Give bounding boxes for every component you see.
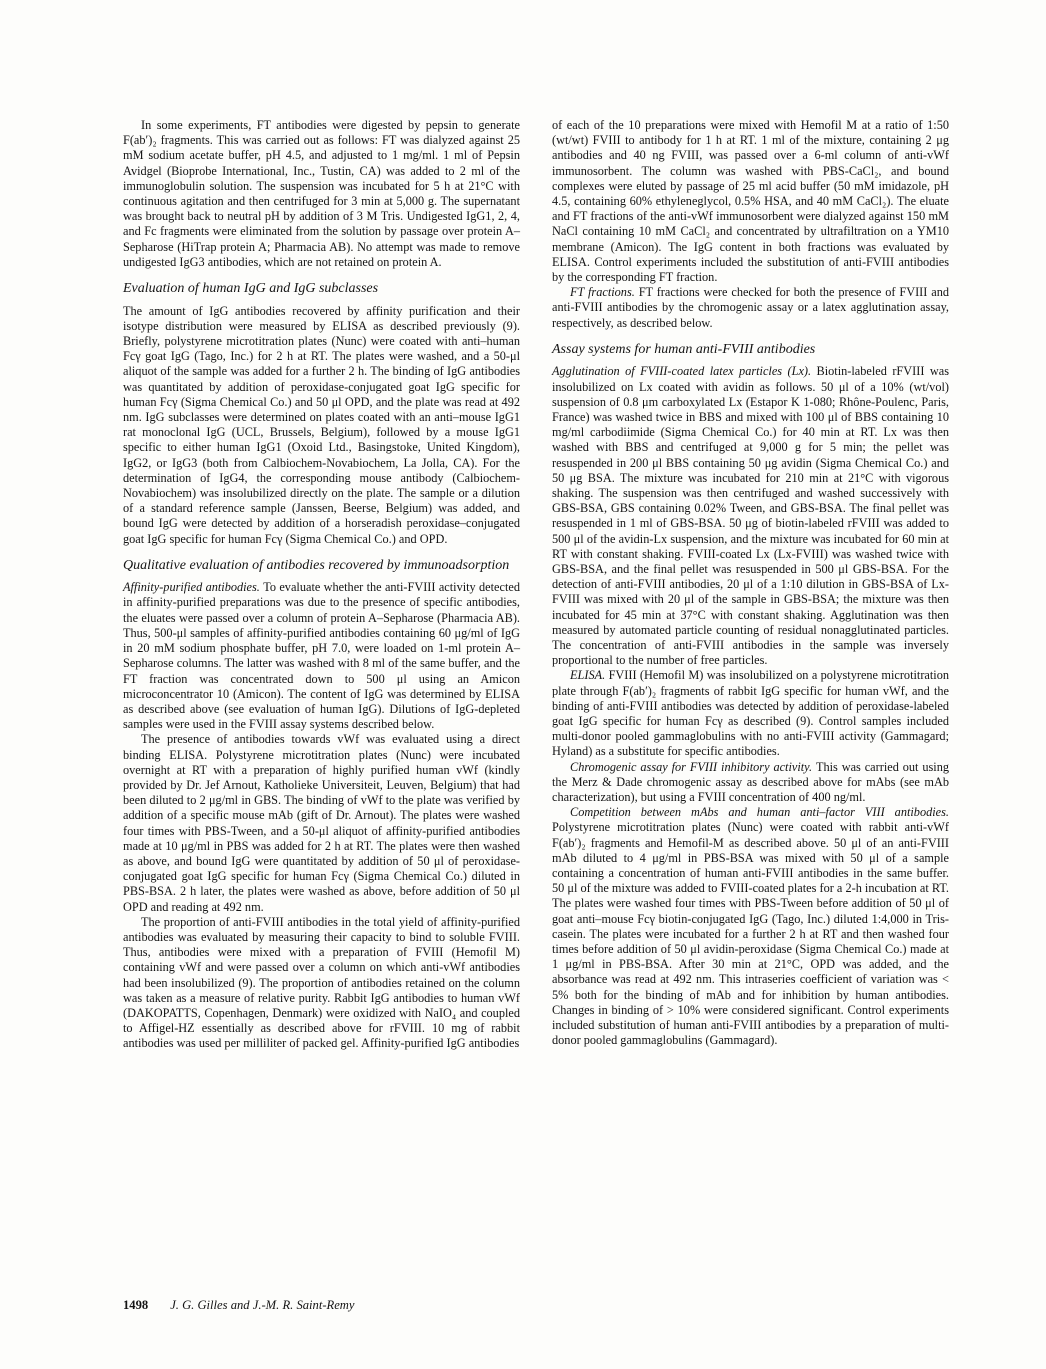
runin-heading: FT fractions. [570,285,639,300]
paragraph: The proportion of anti-FVIII antibodies in the total yield of affinity-purified antibodies was evaluated by measuring their capacity to bind to soluble FVIII. Thus, antibodies were mixed with a preparation of FVIII (Hemofil M) containing vWf and were passed over a column on which anti-vWf antibodies had been insolubilized (9). The proportion of antibodies retained on the column was taken as a measure of relative purity. Rabbit IgG antibodies to human vWf (DAKOPATTS, Copenhagen, Denmark) were oxidized with NaIO₄ and coupled to Affigel-HZ essentially as described above for rFVIII. 10 mg of rabbit antibodies was used per milliliter of packed gel. Affinity-purified IgG antibodies [123,914,520,1051]
section-heading: Evaluation of human IgG and IgG subclasses [123,281,379,297]
section-heading: Qualitative evaluation of antibodies recovered by immunoadsorption [123,557,510,573]
paragraph: ELISA. FVIII (Hemofil M) was insolubilized on a polystyrene microtitration plate through F(ab′)₂ fragments of rabbit IgG specific for human vWf, and the binding of anti-FVIII antibodies was detected by addition of peroxidase-labeled goat IgG specific for human Fcγ as described (9). Control samples included multi-donor pooled gammaglobulins with no anti-FVIII activity (Gammagard; Hyland) as a substitute for specific antibodies. [552,668,950,759]
paragraph: Competition between mAbs and human anti–factor VIII antibodies. Polystyrene microtitration plates (Nunc) were coated with rabbit anti-vWf F(ab′)₂ fragments and Hemofil-M as described above. 50 μl of an anti-FVIII mAb diluted to 4 μg/ml in PBS-BSA was mixed with 50 μl of a sample containing a concentration of human anti-FVIII antibodies in the same buffer. 50 μl of the mixture was added to FVIII-coated plates for a 2-h incubation at RT. The plates were washed four times with PBS-Tween before addition of 50 μl of goat anti–mouse Fcγ biotin-conjugated IgG (Tago, Inc.) diluted 1:4,000 in Tris-casein. The plates were incubated for a further 2 h at RT and then washed four times before addition of 50 μl avidin-peroxidase (Sigma Chemical Co.) made at 1 μg/ml in PBS-BSA. After 30 min at 21°C, OPD was added, and the absorbance was read at 492 nm. This intraseries coefficient of variation was < 5% both for the binding of mAb and for inhibition by human antibodies. Changes in binding of > 10% were considered significant. Control experiments included substitution of human anti-FVIII antibodies by a preparation of multi-donor pooled gammaglobulins (Gammagard). [552,805,949,1048]
paragraph: Affinity-purified antibodies. To evaluate whether the anti-FVIII activity detected in affinity-purified preparations was due to the presence of specific antibodies, the eluates were passed over a column of protein A–Sepharose (Pharmacia AB). Thus, 500-μl samples of affinity-purified antibodies containing 60 μg/ml of IgG in 20 mM sodium phosphate buffer, pH 7.0, were loaded on 1-ml protein A–Sepharose columns. The latter was washed with 8 ml of the same buffer, and the FT fraction was concentrated down to 500 μl using an Amicon microconcentrator 10 (Amicon). The content of IgG was determined by ELISA as described above (see evaluation of human IgG). Dilutions of IgG-depleted samples were used in the FVIII assay systems described below. [123,580,520,732]
runin-heading: Competition between mAbs and human anti–factor VIII antibodies. [570,805,949,820]
page-body [123,118,949,1052]
page-footer [123,1298,949,1313]
footer-authors: J. G. Gilles and J.-M. R. Saint-Remy [170,1298,355,1312]
runin-heading: ELISA. [570,668,609,683]
page-number: 1498 [123,1298,149,1312]
paragraph: FT fractions. FT fractions were checked for both the presence of FVIII and anti-FVIII antibodies by the chromogenic assay or a latex agglutination assay, respectively, as described below. [552,285,950,330]
runin-heading: Chromogenic assay for FVIII inhibitory activity. [570,759,816,774]
paragraph: Agglutination of FVIII-coated latex particles (Lx). Biotin-labeled rFVIII was insolubilized on Lx coated with avidin as follows. 50 μl of a 10% (wt/vol) suspension of 0.8 μm carboxylated Lx (Estapor K 1-080; Rhône-Poulenc, Paris, France) was washed twice in BBS and mixed with 100 μl of BBS containing 10 mg/ml carbodiimide (Sigma Chemical Co.) for 40 min at RT. Lx was then washed with BBS and centrifuged at 9,000 g for 5 min; the pellet was resuspended in 200 μl BBS containing 50 μg avidin (Sigma Chemical Co.) and 50 μg BSA. The mixture was incubated for 210 min at 21°C with vigorous shaking. The suspension was then centrifuged and washed successively with GBS-BSA, GBS containing 0.02% Tween, and GBS-BSA. The final pellet was resuspended in 1 ml of GBS-BSA. 50 μg of biotin-labeled rFVIII was added to 500 μl of the avidin-Lx suspension, and the mixture was incubated for 60 min at RT with constant shaking. FVIII-coated Lx (Lx-FVIII) was washed twice with GBS-BSA, and the final pellet was resuspended in 500 μl GBS-BSA. For the detection of anti-FVIII antibodies, 20 μl of a 1:10 dilution in GBS-BSA of Lx-FVIII was mixed with 20 μl of the sample in GBS-BSA; the mixture was then incubated for 45 min at 37°C with constant shaking. Agglutination was then measured by automated particle counting of residual nonagglutinated particles. The concentration of anti-FVIII antibodies in the sample was inversely proportional to the number of free particles. [552,364,949,668]
runin-heading: Affinity-purified antibodies. [123,580,264,595]
right-column [552,118,949,1052]
section-heading: Assay systems for human anti-FVIII antibodies [552,341,816,357]
runin-heading: Agglutination of FVIII-coated latex particles (Lx). [552,364,817,379]
left-column [123,118,520,1052]
paragraph: The amount of IgG antibodies recovered by affinity purification and their isotype distribution were measured by ELISA as described previously (9). Briefly, polystyrene microtitration plates (Nunc) were coated with anti–human Fcγ goat IgG (Tago, Inc.) for 2 h at RT. The plates were washed, and a 50-μl aliquot of the sample was added for a further 2 h. The binding of IgG antibodies was quantitated by addition of peroxidase-conjugated goat IgG specific for human Fcγ (Sigma Chemical Co.) and 50 μl OPD, and the plate was read at 492 nm. IgG subclasses were determined on plates coated with an anti–mouse IgG1 rat monoclonal IgG (UCL, Brussels, Belgium), followed by a mouse IgG1 specific to either human IgG1 (Oxoid Ltd., Basingstoke, United Kingdom), IgG2, or IgG3 (both from Calbiochem-Novabiochem, La Jolla, CA). For the determination of IgG4, the corresponding mouse antibody (Calbiochem-Novabiochem) was insolubilized directly on the plate. The sample or a dilution of a standard reference sample (Janssen, Beerse, Belgium) was added, and bound IgG were detected by addition of a horseradish peroxidase–conjugated goat IgG specific for human Fcγ (Sigma Chemical Co.) and OPD. [123,303,520,546]
paragraph: of each of the 10 preparations were mixed with Hemofil M at a ratio of 1:50 (wt/wt) FVIII to antibody for 1 h at RT. 1 ml of the mixture, containing 2 μg antibodies and 40 ng FVIII, was passed over a 6-ml column of anti-vWf immunosorbent. The column was washed with PBS-CaCl₂, and bound complexes were eluted by passage of 25 ml acid buffer (50 mM imidazole, pH 4.5, containing 60% ethyleneglycol, 0.5% HSA, and 40 mM CaCl₂). The eluate and FT fractions of the anti-vWf immunosorbent were dialyzed against 150 mM NaCl containing 10 mM CaCl₂ and concentrated by ultrafiltration on a YM10 membrane (Amicon). The IgG content in both fractions was evaluated by ELISA. Control experiments included the substitution of anti-FVIII antibodies by the corresponding FT fraction. [552,118,949,285]
paragraph: Chromogenic assay for FVIII inhibitory activity. This was carried out using the Merz & Dade chromogenic assay as described above for mAbs (see mAb characterization), but using a FVIII concentration of 400 ng/ml. [552,759,949,805]
paragraph: In some experiments, FT antibodies were digested by pepsin to generate F(ab′)₂ fragments. This was carried out as follows: FT was dialyzed against 25 mM sodium acetate buffer, pH 4.5, and adjusted to 1 mg/ml. 1 ml of Pepsin Avidgel (Bioprobe International, Inc., Tustin, CA) was added to 2 ml of the immunoglobulin solution. The suspension was incubated for 5 h at 21°C with continuous agitation and then centrifuged for 3 min at 5,000 g. The supernatant was brought back to neutral pH by addition of 3 M Tris. Undigested IgG1, 2, 4, and Fc fragments were eliminated from the solution by passage over protein A–Sepharose (HiTrap protein A; Pharmacia AB). No attempt was made to remove undigested IgG3 antibodies, which are not retained on protein A. [123,118,520,269]
paragraph: The presence of antibodies towards vWf was evaluated using a direct binding ELISA. Polystyrene microtitration plates (Nunc) were incubated overnight at RT with a preparation of highly purified human vWf (kindly provided by Dr. Jef Arnout, Katholieke Universiteit, Leuven, Belgium) that had been diluted to 2 μg/ml in GBS. The binding of vWf to the plate was verified by addition of a specific mouse mAb (gift of Dr. Arnout). The plates were washed four times with PBS-Tween, and a 50-μl aliquot of affinity-purified antibodies made at 10 μg/ml in PBS was added for 2 h at RT. The plates were then washed as above, and bound IgG were quantitated by addition of 50 μl of peroxidase-conjugated goat IgG specific for human Fcγ (Sigma Chemical Co.) diluted in PBS-BSA. 2 h later, the plates were washed as above, before addition of 50 μl OPD and reading at 492 nm. [123,732,520,914]
